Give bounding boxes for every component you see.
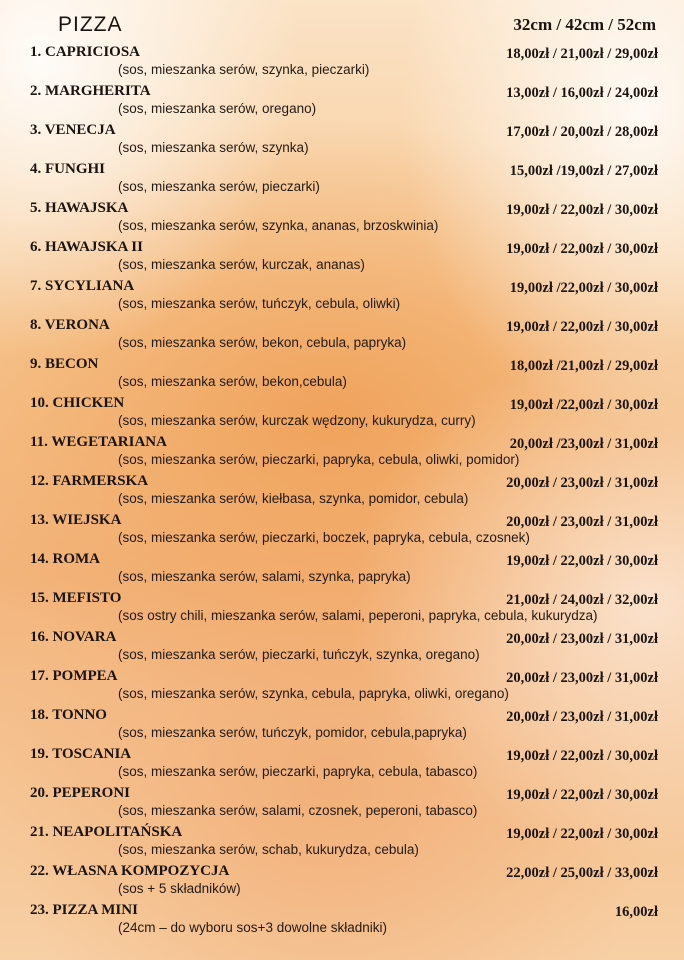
list-item <box>0 120 684 159</box>
list-item <box>0 315 684 354</box>
pizza-name: 12. FARMERSKA <box>30 473 149 489</box>
pizza-price: 19,00zł / 22,00zł / 30,00zł <box>506 319 658 335</box>
list-item <box>0 510 684 549</box>
pizza-price: 13,00zł / 16,00zł / 24,00zł <box>506 85 658 101</box>
list-item <box>0 861 684 900</box>
pizza-name: 6. HAWAJSKA II <box>30 239 143 255</box>
list-item <box>0 42 684 81</box>
pizza-ingredients: (sos, mieszanka serów, pieczarki, papryka, cebula, oliwki, pomidor) <box>118 452 520 467</box>
pizza-ingredients: (sos, mieszanka serów, szynka) <box>118 140 309 155</box>
list-item <box>0 159 684 198</box>
list-item <box>0 588 684 627</box>
pizza-name: 22. WŁASNA KOMPOZYCJA <box>30 863 230 879</box>
list-item <box>0 354 684 393</box>
pizza-ingredients: (sos, mieszanka serów, oregano) <box>118 101 317 116</box>
menu-header <box>0 8 684 38</box>
pizza-ingredients: (sos, mieszanka serów, pieczarki, boczek, papryka, cebula, czosnek) <box>118 530 530 545</box>
pizza-ingredients: (sos, mieszanka serów, szynka, ananas, brzoskwinia) <box>118 218 439 233</box>
pizza-price: 19,00zł / 22,00zł / 30,00zł <box>506 748 658 764</box>
pizza-ingredients: (sos, mieszanka serów, szynka, cebula, papryka, oliwki, oregano) <box>118 686 509 701</box>
pizza-price: 19,00zł / 22,00zł / 30,00zł <box>506 202 658 218</box>
pizza-price: 18,00zł /21,00zł / 29,00zł <box>509 358 658 374</box>
list-item <box>0 549 684 588</box>
pizza-ingredients: (sos, mieszanka serów, bekon, cebula, papryka) <box>118 335 407 350</box>
list-item <box>0 198 684 237</box>
pizza-ingredients: (24cm – do wyboru sos+3 dowolne składniki) <box>118 920 388 935</box>
list-item <box>0 822 684 861</box>
pizza-ingredients: (sos, mieszanka serów, szynka, pieczarki) <box>118 62 370 77</box>
list-item <box>0 900 684 939</box>
pizza-ingredients: (sos, mieszanka serów, kiełbasa, szynka, pomidor, cebula) <box>118 491 469 506</box>
list-item <box>0 627 684 666</box>
pizza-price: 19,00zł / 22,00zł / 30,00zł <box>506 241 658 257</box>
list-item <box>0 393 684 432</box>
pizza-ingredients: (sos, mieszanka serów, pieczarki) <box>118 179 320 194</box>
pizza-name: 17. POMPEA <box>30 668 118 684</box>
pizza-price: 20,00zł / 23,00zł / 31,00zł <box>506 514 658 530</box>
pizza-name: 19. TOSCANIA <box>30 746 132 762</box>
pizza-name: 18. TONNO <box>30 707 107 723</box>
pizza-name: 1. CAPRICIOSA <box>30 44 141 60</box>
list-item <box>0 744 684 783</box>
pizza-ingredients: (sos, mieszanka serów, pieczarki, papryka, cebula, tabasco) <box>118 764 478 779</box>
pizza-name: 21. NEAPOLITAŃSKA <box>30 824 183 840</box>
pizza-name: 15. MEFISTO <box>30 590 122 606</box>
pizza-name: 9. BECON <box>30 356 99 372</box>
pizza-ingredients: (sos, mieszanka serów, tuńczyk, cebula, oliwki) <box>118 296 401 311</box>
pizza-price: 18,00zł / 21,00zł / 29,00zł <box>506 46 658 62</box>
pizza-list <box>0 42 684 939</box>
pizza-ingredients: (sos, mieszanka serów, tuńczyk, pomidor, cebula,papryka) <box>118 725 467 740</box>
pizza-name: 2. MARGHERITA <box>30 83 151 99</box>
pizza-name: 3. VENECJA <box>30 122 116 138</box>
pizza-price: 19,00zł /22,00zł / 30,00zł <box>509 280 658 296</box>
pizza-price: 20,00zł / 23,00zł / 31,00zł <box>506 670 658 686</box>
pizza-price: 19,00zł / 22,00zł / 30,00zł <box>506 553 658 569</box>
pizza-ingredients: (sos, mieszanka serów, salami, szynka, papryka) <box>118 569 411 584</box>
pizza-name: 8. VERONA <box>30 317 110 333</box>
pizza-price: 16,00zł <box>614 904 658 920</box>
pizza-name: 13. WIEJSKA <box>30 512 122 528</box>
pizza-price: 19,00zł / 22,00zł / 30,00zł <box>506 787 658 803</box>
pizza-price: 20,00zł /23,00zł / 31,00zł <box>509 436 658 452</box>
pizza-ingredients: (sos, mieszanka serów, kurczak wędzony, kukurydza, curry) <box>118 413 476 428</box>
list-item <box>0 81 684 120</box>
pizza-price: 21,00zł / 24,00zł / 32,00zł <box>506 592 658 608</box>
list-item <box>0 666 684 705</box>
pizza-ingredients: (sos ostry chili, mieszanka serów, salami, peperoni, papryka, cebula, kukurydza) <box>118 608 598 623</box>
size-columns-header: 32cm / 42cm / 52cm <box>513 15 656 34</box>
pizza-price: 20,00zł / 23,00zł / 31,00zł <box>506 475 658 491</box>
pizza-ingredients: (sos + 5 składników) <box>118 881 241 896</box>
pizza-name: 10. CHICKEN <box>30 395 125 411</box>
pizza-price: 15,00zł /19,00zł / 27,00zł <box>509 163 658 179</box>
pizza-name: 5. HAWAJSKA <box>30 200 129 216</box>
pizza-price: 22,00zł / 25,00zł / 33,00zł <box>506 865 658 881</box>
pizza-name: 23. PIZZA MINI <box>30 902 138 918</box>
pizza-price: 20,00zł / 23,00zł / 31,00zł <box>506 631 658 647</box>
pizza-ingredients: (sos, mieszanka serów, bekon,cebula) <box>118 374 347 389</box>
pizza-price: 20,00zł / 23,00zł / 31,00zł <box>506 709 658 725</box>
pizza-price: 19,00zł / 22,00zł / 30,00zł <box>506 826 658 842</box>
pizza-name: 4. FUNGHI <box>30 161 105 177</box>
pizza-price: 17,00zł / 20,00zł / 28,00zł <box>506 124 658 140</box>
pizza-name: 7. SYCYLIANA <box>30 278 135 294</box>
pizza-ingredients: (sos, mieszanka serów, kurczak, ananas) <box>118 257 365 272</box>
pizza-ingredients: (sos, mieszanka serów, pieczarki, tuńczyk, szynka, oregano) <box>118 647 480 662</box>
list-item <box>0 237 684 276</box>
pizza-price: 19,00zł /22,00zł / 30,00zł <box>509 397 658 413</box>
pizza-name: 11. WEGETARIANA <box>30 434 167 450</box>
pizza-name: 20. PEPERONI <box>30 785 131 801</box>
pizza-ingredients: (sos, mieszanka serów, salami, czosnek, peperoni, tabasco) <box>118 803 478 818</box>
list-item <box>0 471 684 510</box>
list-item <box>0 705 684 744</box>
list-item <box>0 276 684 315</box>
page-title: PIZZA <box>58 13 123 36</box>
pizza-ingredients: (sos, mieszanka serów, schab, kukurydza, cebula) <box>118 842 419 857</box>
pizza-name: 16. NOVARA <box>30 629 117 645</box>
pizza-name: 14. ROMA <box>30 551 100 567</box>
list-item <box>0 432 684 471</box>
list-item <box>0 783 684 822</box>
